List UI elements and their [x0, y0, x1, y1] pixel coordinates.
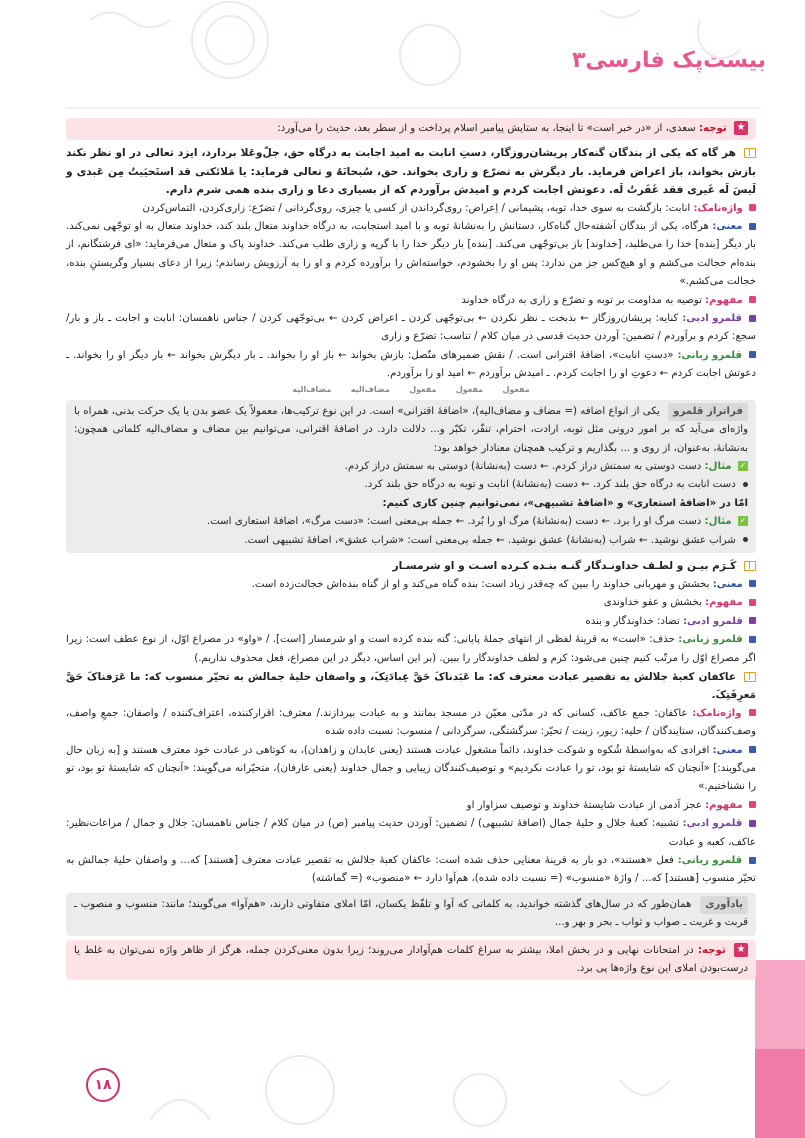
- passage-1: [66, 144, 756, 199]
- logo-text: بیست‌پک فارسی۳: [571, 48, 766, 73]
- literary-1: قلمرو ادبی: کنایه: پریشان‌روزگار ← بدبخت ـ نظر نکردن ← بی‌توجّهی کردن ـ اعراض کردن ← بی‌توجّهی کردن / جناس ناهمسان: انابت و اجابت ـ باز و بار/ سجع: کردم و برآوردم / تضمین: آوردن حدیث قدسی در میان کلام / تناسب: تضرّع و زاری: [66, 313, 756, 343]
- linguistic-3: قلمرو زبانی: فعل «هستند»، دو بار به قرینهٔ معنایی حذف شده است: عاکفان کعبهٔ جلالش به تقصیر عبادت معترف [هستند] که... و واصفان حلیهٔ جمالش به تحیّر منسوب [هستند] که... / واژهٔ «منسوب» (= نسبت داده شده)، هم‌آوا دارد ← «منصوب» (= گماشته): [66, 855, 756, 885]
- bullet-dot-icon: [743, 537, 748, 542]
- check-icon: ✓: [739, 516, 747, 526]
- passage-1-text: هر گاه که یکی از بندگان گنه‌کار پریشان‌روزگار، دستِ انابت به امید اجابت به درگاه حق، جلّ‌وعَلا بردارد، ایزد تعالی در او نظر نکند بازش بخواند، باز اعراض فرماید. بار دیگرش به تضرّع و زاری بخواند. حق، سُبحانَهُ و تعالی فرماید: یا مَلائکتی قد استَحیَیتُ مِن عَبدی و لَیسَ لَه غَیری فقد غَفَرتُ لَه. دعوتش اجابت کردم و امیدش برآوردم که از بسیاری دعا و زاری بنده همی شرم دارم.: [66, 147, 756, 197]
- star-icon: ★: [734, 121, 748, 135]
- bullet-square-icon: [749, 636, 756, 643]
- bullet-square-icon: [749, 315, 756, 322]
- note-bottom: ★ توجه: در امتحانات نهایی و در بخش املا، بیشتر به سراغ کلمات هم‌آوادار می‌روند؛ زیرا بدون معنی‌کردن جمله، هرگز از ظاهر واژه نمی‌توان به غلط یا درست‌بودن املای این نوع واژه‌ها پی برد.: [66, 940, 756, 981]
- beyond-label: فراتراز قلمرو: [668, 403, 748, 421]
- passage-2: عاکفان کعبهٔ جلالش به تقصیر عبادت معترف که: ما عَبَدناکَ حَقَّ عِبادَتِکَ، و واصفان حلیهٔ جمالش به تحیّر منسوب که: ما عَرَفناکَ حَقَّ مَعرِفَتِکَ.: [66, 670, 756, 702]
- poem-1: کَـرَم بیـن و لطـف خداونـدگار گنـه بنـده کـرده اسـت و او شرمسـار: [66, 557, 756, 576]
- concept-2: مفهوم: بخشش و عفو خداوندی: [66, 594, 756, 612]
- bullet-square-icon: [749, 857, 756, 864]
- bullet-square-icon: [749, 801, 756, 808]
- note-top: [66, 118, 756, 140]
- vocab-3: واژه‌نامک: عاکفان: جمع عاکف، کسانی که در مدّتی معیّن در مسجد بمانند و به عبادت بپردازند./ معترف: اقرارکننده، اعتراف‌کننده / واصفان: جمعِ واصف، وصف‌کنندگان، ستایندگان / حلیه: زیور، زینت / تحیّر: سرگشتگی، سرگردانی / منسوب: نسبت داده شده: [66, 707, 756, 738]
- bullet-square-icon: [749, 820, 756, 827]
- main-content: [66, 118, 756, 984]
- check-icon: ✓: [739, 460, 747, 470]
- page-number: ۱۸: [86, 1068, 120, 1102]
- book-logo: [566, 44, 766, 84]
- literary-3: قلمرو ادبی: تشبیه: کعبهٔ جلال و حلیهٔ جمال (اضافهٔ تشبیهی) / تضمین: آوردن حدیث پیامبر (ص) در میان کلام / جناس ناهمسان: جلال و جمال / مراعات‌نظیر: عاکف، کعبه و عبادت: [66, 818, 756, 848]
- linguistic-2: قلمرو زبانی: حذف: «است» به قرینهٔ لفظی از انتهای جملهٔ پایانی: گنه بنده کرده است و او شرمسار [است]. / «واو» در مصراع اوّل، از نوع عطف است: زیرا اگر مصراع اوّل را مرتّب کنیم چنین می‌شود: کرم و لطف خداوندگار را ببین. (بر این اساس، دیگر در این مصراع، فعل محذوف نداریم.): [66, 634, 756, 664]
- bullet-square-icon: [749, 599, 756, 606]
- meaning-3: معنی: افرادی که به‌واسطهٔ شُکوه و شوکت خداوند، دائماً مشغول عبادت هستند (یعنی عابدان و زاهدان)، به کوتاهی در عبادت خود معترف هستند و [به زبان حال می‌گویند:] «آنچنان که شایستهٔ تو بود، تو را عبادت نکردیم» و توصیف‌کنندگان زیبایی و جمال خداوند (یعنی عارفان)، متحیّرانه می‌گویند: «آنچنان که شایستهٔ تو بود، تو را نشناختیم.»: [66, 744, 756, 793]
- star-icon: ★: [734, 943, 748, 957]
- bullet-square-icon: [749, 223, 756, 230]
- beyond-box: فراتراز قلمرو یکی از انواع اضافه (= مضاف و مضاف‌الیه)، «اضافهٔ اقترانی» است. در این نوع ترکیب‌ها، معمولاً یک عضو بدن یا یک حرکت بدنی، همراه با واژه‌ای می‌آید که بر امور درونی مثل توبه، ارادت، احترام، تنفّر، تکبّر و... دلالت دارد. در اضافهٔ اقترانی، می‌توانیم بین مضاف و مضاف‌الیه کلماتی همچون: به‌نشانهٔ، به‌عنوان، از روی و ... بگذاریم و ترکیب همچنان معنادار خواهد بود: ✓ مثال: دست دوستی به سمتش دراز کردم. ← دست (به‌نشانهٔ) دوستی به سمتش دراز کردم. دست انابت به درگاه حق بلند کرد. ← دست (به‌نشانهٔ) انابت و توبه به درگاه حق بلند کرد. امّا در «اضافهٔ استعاری» و «اضافهٔ تشبیهی»، نمی‌توانیم چنین کاری کنیم: ✓ مثال: دست مرگ او را برد. ← دست (به‌نشانهٔ) مرگ او را بُرد. ← جمله بی‌معنی است: «دست مرگ»، اضافهٔ استعاری است. شراب عشق نوشید. ← شراب (به‌نشانهٔ) عشق نوشید. ← جمله بی‌معنی است: «شراب عشق»، اضافهٔ تشبیهی است.: [66, 400, 756, 553]
- bullet-square-icon: [749, 709, 756, 716]
- concept-1: مفهوم: توصیه به مداومت بر توبه و تضرّع و زاری به درگاه خداوند: [66, 292, 756, 310]
- note-text: سعدی، از «در خبر است» تا اینجا، به ستایش پیامبر اسلام پرداخت و از سطر بعد، حدیث را می‌آورد:: [277, 123, 696, 134]
- meaning-2: معنی: بخشش و مهربانی خداوند را ببین که چه‌قدر زیاد است: بنده گناه می‌کند و او از گناه بنده‌اش خجالت‌زده است.: [66, 576, 756, 594]
- bullet-square-icon: [749, 296, 756, 303]
- grammar-sublabels: مفعول مفعول مفعول مضاف‌الیه مضاف‌الیه: [292, 384, 530, 394]
- bullet-square-icon: [749, 617, 756, 624]
- side-tab: [755, 1049, 805, 1138]
- reminder-label: یادآوری: [700, 896, 748, 914]
- book-icon: [744, 561, 756, 571]
- bullet-square-icon: [749, 580, 756, 587]
- literary-2: قلمرو ادبی: تضاد: خداوندگار و بنده: [66, 613, 756, 631]
- book-icon: [744, 148, 756, 158]
- concept-3: مفهوم: عجز آدمی از عبادت شایستهٔ خداوند و توصیف سزاوار او: [66, 797, 756, 815]
- bullet-square-icon: [749, 204, 756, 211]
- floral-ornament-bottom: [0, 1020, 805, 1138]
- reminder-box: یادآوری همان‌طور که در سال‌های گذشته خواندید، به کلماتی که آوا و تلفّظ یکسان، امّا املای متفاوتی دارند، «هم‌آوا» می‌گویند؛ مانند: منسوب و منصوب ـ قربت و غربت ـ صواب و ثواب ـ بحر و بهر و...: [66, 893, 756, 936]
- vocab-1: واژه‌نامک: انابت: بازگشت به سوی خدا، توبه، پشیمانی / اِعراض: روی‌گرداندن از کسی یا چیزی، روی‌گردانی / تضرّع: زاری‌کردن، التماس‌کردن: [66, 200, 756, 218]
- book-icon: [744, 672, 756, 682]
- bullet-square-icon: [749, 351, 756, 358]
- note-label: توجه:: [698, 123, 727, 134]
- linguistic-1: قلمرو زبانی: «دستِ انابت»، اضافهٔ اقترانی است. / نقش ضمیرهای متّصل: بازش بخواند ← باز او را بخواند. ـ بار دیگرش بخواند ← بار دیگر او را بخواند. ـ دعوتش اجابت کردم ← دعوتِ او را اجابت کردم. ـ امیدش برآوردم ← امید او را برآوردم.: [66, 349, 756, 380]
- meaning-1: معنی: هرگاه، یکی از بندگان آشفته‌حال گناه‌کار، دستانش را به‌نشانهٔ توبه و با امید استجابت، به درگاه خداوند متعال بلند کند، خداوند متعال به او توجّهی نمی‌کند. بار دیگر [بنده] خدا را می‌طلبد، [خداوند] باز بی‌توجّهی می‌کند. [بنده] بار دیگر خدا را با گریه و زاری طلب می‌کند. خداوند پاک و متعال می‌فرماید: «ای فرشتگانم، از بنده‌ام خجالت می‌کشم و او هیچ‌کس جز من ندارد: پس او را بخشودم، خواسته‌اش را برآورده کردم و او را به آرزویش رساندم؛ زیرا از دعای بسیار وگریستنِ بنده، خجالت می‌کشم.»: [66, 221, 756, 288]
- side-tab-light: [755, 960, 805, 1050]
- bullet-square-icon: [749, 746, 756, 753]
- bullet-dot-icon: [743, 482, 748, 487]
